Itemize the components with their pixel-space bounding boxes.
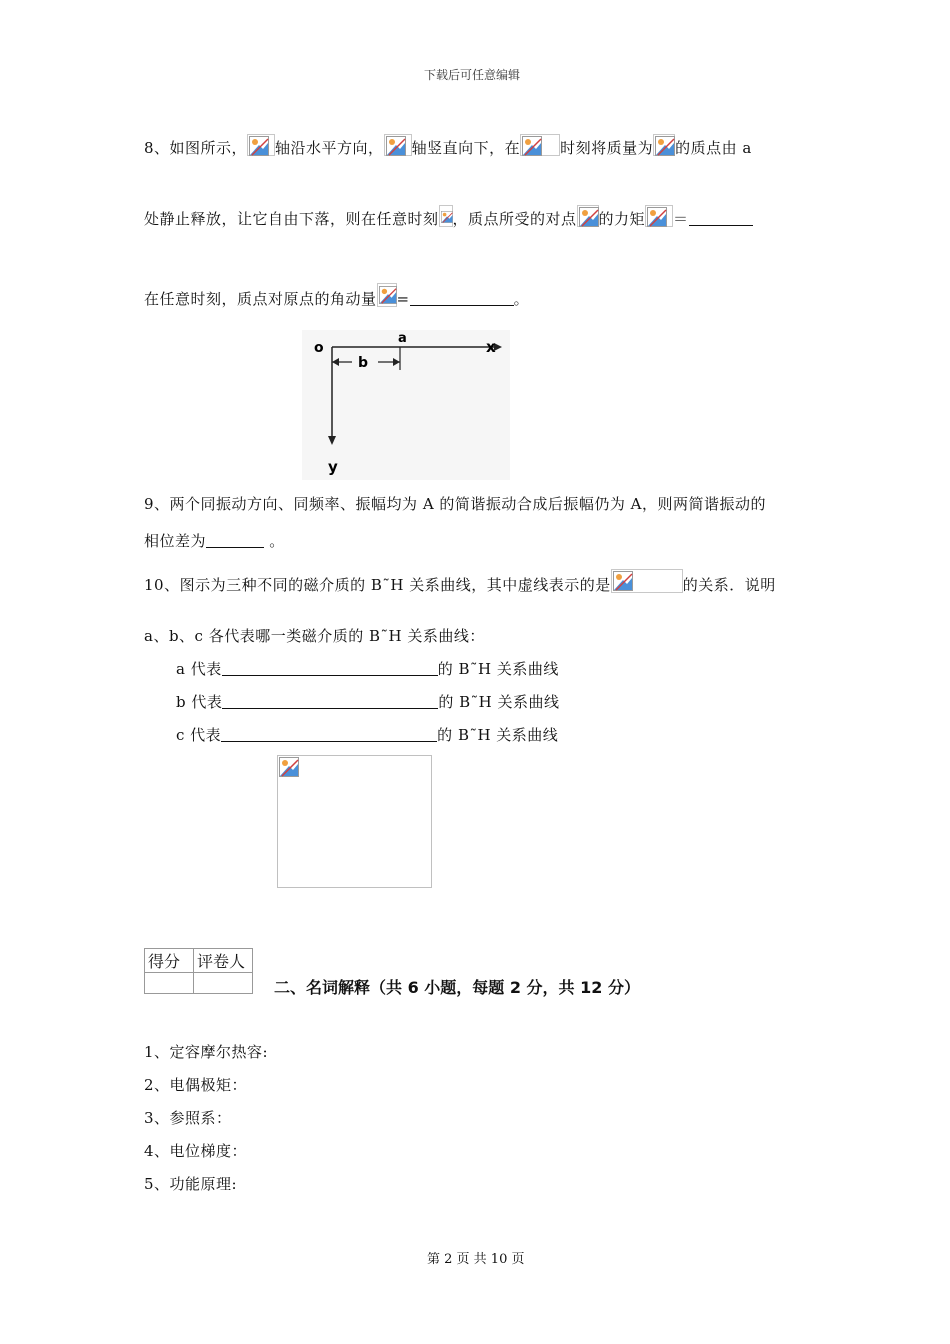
q10-row-c: c 代表 的 B˜H 关系曲线 [176, 726, 559, 744]
q8-line2: 处静止释放，让它自由下落，则在任意时刻 ，质点所受的对点 的力矩 ＝ [144, 205, 753, 229]
term-item: 1、定容摩尔热容: [144, 1043, 269, 1061]
q10-row-a: a 代表 的 B˜H 关系曲线 [176, 660, 559, 678]
b-label: b [358, 355, 369, 371]
section-title: 二、名词解释（共 6 小题，每题 2 分，共 12 分） [274, 978, 640, 997]
figure-placeholder [277, 755, 432, 888]
y-axis-label: y [328, 458, 338, 476]
q10-line2: a、b、c 各代表哪一类磁介质的 B˜H 关系曲线： [144, 627, 485, 645]
score-cell[interactable] [145, 973, 194, 994]
q9-line2: 相位差为 。 [144, 532, 285, 550]
term-item: 2、电偶极矩： [144, 1076, 248, 1094]
term-item: 5、功能原理: [144, 1175, 238, 1193]
broken-image-icon [653, 134, 675, 156]
grader-cell[interactable] [194, 973, 253, 994]
broken-image-icon [645, 205, 673, 227]
q8-line3: 在任意时刻，质点对原点的角动量 = 。 [144, 283, 529, 309]
broken-image-icon [384, 134, 412, 156]
answer-blank[interactable] [689, 225, 753, 226]
score-table [144, 948, 253, 994]
answer-blank[interactable] [221, 741, 437, 742]
answer-blank[interactable] [222, 708, 438, 709]
term-item: 3、参照系： [144, 1109, 232, 1127]
broken-image-icon [439, 205, 453, 227]
broken-image-icon [279, 757, 299, 777]
origin-label: o [314, 340, 324, 356]
answer-blank[interactable] [206, 547, 264, 548]
page-header: 下载后可任意编辑 [424, 68, 521, 82]
score-header: 得分 [145, 949, 194, 973]
broken-image-icon [577, 205, 599, 227]
broken-image-icon [520, 134, 560, 156]
page-footer: 第 2 页 共 10 页 [427, 1252, 525, 1267]
broken-image-icon [611, 569, 683, 593]
q10-line1: 10、图示为三种不同的磁介质的 B˜H 关系曲线，其中虚线表示的是 的关系．说明 [144, 569, 776, 595]
grader-header: 评卷人 [194, 949, 253, 973]
broken-image-icon [247, 134, 275, 156]
axis-figure [302, 330, 510, 480]
broken-image-icon [377, 283, 397, 307]
answer-blank[interactable] [222, 675, 438, 676]
x-axis-label: x [486, 338, 496, 356]
q8-line1: 8、如图所示， 轴沿水平方向， 轴竖直向下，在 时刻将质量为 的质点由 a [144, 134, 752, 158]
q10-row-b: b 代表 的 B˜H 关系曲线 [176, 693, 560, 711]
q9-line1: 9、两个同振动方向、同频率、振幅均为 A 的简谐振动合成后振幅仍为 A，则两简谐振动的 [144, 495, 767, 513]
answer-blank[interactable] [410, 305, 514, 306]
a-label: a [398, 331, 407, 346]
term-item: 4、电位梯度： [144, 1142, 248, 1160]
